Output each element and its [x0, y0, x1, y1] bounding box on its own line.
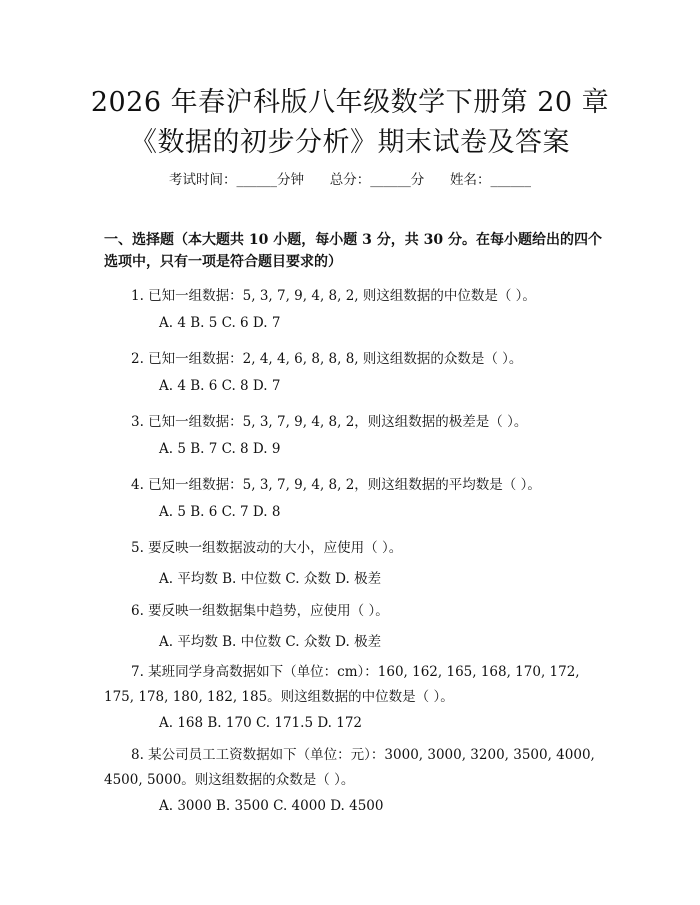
question-3-stem: 3. 已知一组数据：5, 3, 7, 9, 4, 8, 2，则这组数据的极差是（ ）。 [131, 414, 528, 430]
question-1-options: A. 4 B. 5 C. 6 D. 7 [159, 315, 281, 331]
question-7-stem: 7. 某班同学身高数据如下（单位：cm）：160, 162, 165, 168, 170, 172, 175, 178, 180, 182, 185。则这组数据的中位数是（ ）。 [104, 664, 580, 705]
question-5-options: A. 平均数 B. 中位数 C. 众数 D. 极差 [159, 571, 382, 587]
exam-title-line-1: 2026 年春沪科版八年级数学下册第 20 章 [90, 87, 610, 118]
question-7-options: A. 168 B. 170 C. 171.5 D. 172 [159, 715, 363, 731]
question-2-stem: 2. 已知一组数据：2, 4, 4, 6, 8, 8, 8, 则这组数据的众数是（ ）。 [131, 351, 523, 367]
question-8-options: A. 3000 B. 3500 C. 4000 D. 4500 [159, 798, 384, 814]
question-6-stem: 6. 要反映一组数据集中趋势，应使用（ ）。 [131, 603, 389, 619]
question-6-options: A. 平均数 B. 中位数 C. 众数 D. 极差 [159, 634, 382, 650]
question-8-stem: 8. 某公司员工工资数据如下（单位：元）：3000, 3000, 3200, 3500, 4000, 4500, 5000。则这组数据的众数是（ ）。 [104, 747, 595, 788]
question-5-stem: 5. 要反映一组数据波动的大小，应使用（ ）。 [131, 540, 403, 556]
exam-title-line-2: 《数据的初步分析》期末试卷及答案 [130, 127, 570, 158]
question-4-stem: 4. 已知一组数据：5, 3, 7, 9, 4, 8, 2，则这组数据的平均数是（ ）。 [131, 477, 541, 493]
question-3-options: A. 5 B. 7 C. 8 D. 9 [159, 441, 281, 457]
question-2-options: A. 4 B. 6 C. 8 D. 7 [159, 378, 281, 394]
question-1-stem: 1. 已知一组数据：5, 3, 7, 9, 4, 8, 2, 则这组数据的中位数是（ ）。 [131, 288, 536, 304]
question-4-options: A. 5 B. 6 C. 7 D. 8 [159, 504, 281, 520]
exam-info-line: 考试时间：______分钟 总分：______分 姓名：______ [169, 172, 531, 188]
section-heading: 一、选择题（本大题共 10 小题，每小题 3 分，共 30 分。在每小题给出的四个选项中，只有一项是符合题目要求的） [104, 232, 602, 270]
